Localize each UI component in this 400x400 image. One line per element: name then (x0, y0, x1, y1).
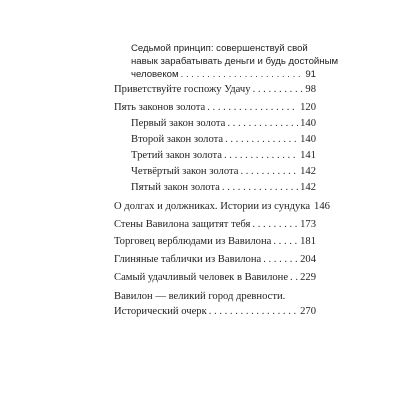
toc-page-number: 204 (300, 254, 316, 265)
toc-page-number: 140 (300, 118, 316, 129)
toc-leader-dots (227, 117, 298, 130)
toc-line: Седьмой принцип: совершенствуй свой (131, 43, 308, 54)
toc-page-number: 142 (300, 182, 316, 193)
toc-entry-title: Исторический очерк (114, 306, 207, 317)
toc-entry-title: Первый закон золота (131, 118, 226, 129)
toc-leader-dots (252, 218, 298, 231)
toc-leader-dots (240, 165, 298, 178)
toc-entry[interactable] (114, 83, 316, 96)
toc-page-number: 141 (300, 150, 316, 161)
toc-leader-dots (273, 235, 298, 248)
toc-entry-title: Самый удачливый человек в Вавилоне (114, 272, 289, 283)
toc-page-number: 229 (300, 272, 316, 283)
toc-entry[interactable] (114, 271, 316, 284)
toc-entry-title: Приветствуйте госпожу Удачу (114, 84, 251, 95)
toc-page-number: 120 (300, 102, 316, 113)
toc-entry-title: О долгах и должниках. Истории из сундука (114, 201, 311, 212)
toc-entry[interactable] (131, 165, 316, 178)
toc-entry-title: Стены Вавилона защитят тебя (114, 219, 251, 230)
toc-entry[interactable] (114, 253, 316, 266)
toc-entry-title: Четвёртый закон золота (131, 166, 239, 177)
toc-leader-dots (253, 83, 304, 96)
toc-entry[interactable] (114, 101, 316, 114)
toc-entry[interactable] (131, 133, 316, 146)
toc-entry-title: Третий закон золота (131, 150, 222, 161)
toc-line: Вавилон — великий город древности. (114, 291, 286, 302)
toc-entry[interactable] (114, 200, 330, 213)
toc-page-number: 140 (300, 134, 316, 145)
toc-leader-dots (222, 181, 298, 194)
toc-entry-title: Глиняные таблички из Вавилона (114, 254, 262, 265)
toc-entry[interactable] (114, 218, 316, 231)
toc-entry[interactable] (131, 117, 316, 130)
toc-page-number: 98 (305, 84, 316, 95)
toc-line: навык зарабатывать деньги и будь достойным (131, 56, 339, 67)
toc-entry[interactable] (114, 305, 316, 318)
toc-entry-title: Пять законов золота (114, 102, 206, 113)
toc-leader-dots (209, 305, 298, 318)
toc-page-number: 91 (305, 69, 316, 80)
toc-page-number: 173 (300, 219, 316, 230)
toc-entry[interactable] (131, 181, 316, 194)
toc-page-number: 142 (300, 166, 316, 177)
toc-entry[interactable] (114, 235, 316, 248)
toc-entry-title: Торговец верблюдами из Вавилона (114, 236, 272, 247)
toc-entry[interactable] (131, 149, 316, 162)
toc-leader-dots (290, 271, 298, 284)
toc-leader-dots (181, 68, 304, 81)
toc-entry-title: человеком (131, 69, 179, 80)
toc-entry-title: Второй закон золота (131, 134, 224, 145)
toc-leader-dots (263, 253, 298, 266)
toc-leader-dots (207, 101, 298, 114)
toc-entry[interactable] (131, 68, 316, 81)
toc-page-number: 181 (300, 236, 316, 247)
toc-page-number: 146 (314, 201, 330, 212)
toc-leader-dots (224, 149, 298, 162)
toc-leader-dots (225, 133, 298, 146)
toc-entry-title: Пятый закон золота (131, 182, 220, 193)
toc-page-number: 270 (300, 306, 316, 317)
